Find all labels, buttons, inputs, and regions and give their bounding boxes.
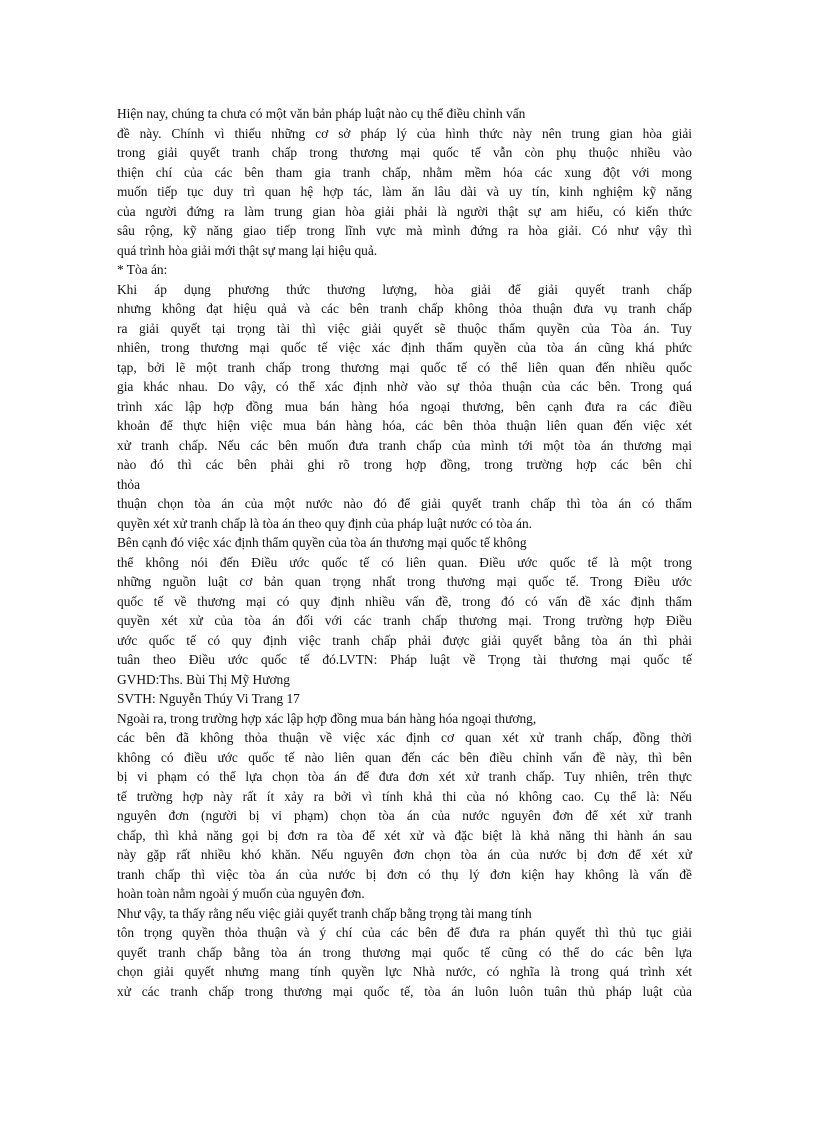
document-body <box>117 104 692 1001</box>
text-line: trình xác lập hợp đồng mua bán hàng hóa ngoại thương, bên cạnh đưa ra các điều <box>117 398 692 414</box>
text-line: Ngoài ra, trong trường hợp xác lập hợp đồng mua bán hàng hóa ngoại thương, <box>117 710 537 726</box>
text-line: quyền xét xử của tòa án đối với các tranh chấp thương mại. Trong trường hợp Điều <box>117 613 692 628</box>
text-line: những nguồn luật cơ bản quan trọng nhất trong thương mại quốc tế. Trong Điều ước <box>117 574 692 589</box>
text-line: bị vi phạm có thể lựa chọn tòa án để đưa đơn xét xử tranh chấp. Tuy nhiên, trên thực <box>117 769 692 784</box>
text-line: quá trình hòa giải mới thật sự mang lại hiệu quả. <box>117 242 378 258</box>
text-line: tế trường hợp này rất ít xảy ra bởi vì tính khả thi của nó không cao. Cụ thể là: Nếu <box>117 788 692 804</box>
text-line: ước quốc tế có quy định việc tranh chấp phải được giải quyết bằng tòa án thì phải <box>117 632 692 648</box>
text-line: nhiên, trong thương mại quốc tế việc xác định thẩm quyền của tòa án cũng khá phức <box>117 340 692 355</box>
text-line: Khi áp dụng phương thức thương lượng, hòa giải để giải quyết tranh chấp <box>117 281 692 297</box>
text-line: này gặp rất nhiều khó khăn. Nếu nguyên đơn chọn tòa án của nước bị đơn để xét xử <box>117 847 692 862</box>
text-line: GVHD:Ths. Bùi Thị Mỹ Hương <box>117 671 290 687</box>
text-line: gia khác nhau. Do vậy, có thể xác định nhờ vào sự thỏa thuận của các bên. Trong quá <box>117 379 692 394</box>
text-line: nhưng không đạt hiệu quả và các bên tranh chấp không thỏa thuận đưa vụ tranh chấp <box>117 301 692 316</box>
text-line: quyết tranh chấp bằng tòa án trong thương mại quốc tế cũng có thể do các bên lựa <box>117 944 692 960</box>
text-line: Bên cạnh đó việc xác định thẩm quyền của tòa án thương mại quốc tế không <box>117 535 527 550</box>
text-line: các bên đã không thỏa thuận về việc xác định cơ quan xét xử tranh chấp, đồng thời <box>117 730 692 745</box>
text-line: ra giải quyết tại trọng tài thì việc giải quyết sẽ thuộc thẩm quyền của Tòa án. Tuy <box>117 320 692 336</box>
text-line: nguyên đơn (người bị vi phạm) chọn tòa án của nước nguyên đơn để xét xử tranh <box>117 808 692 823</box>
text-line: * Tòa án: <box>117 262 168 277</box>
text-line: xử các tranh chấp trong thương mại quốc tế, tòa án luôn luôn tuân thủ pháp luật của <box>117 983 692 999</box>
text-line: trong giải quyết tranh chấp trong thương mại quốc tế vẫn còn phụ thuộc nhiều vào <box>117 145 692 160</box>
text-line: muốn tiếp tục duy trì quan hệ hợp tác, làm ăn lâu dài và uy tín, kinh nghiệm kỹ năng <box>117 184 692 199</box>
text-line: chấp, thì khả năng gọi bị đơn ra tòa để xét xử và đặc biệt là khả năng thi hành án sau <box>117 827 692 843</box>
text-line: xử tranh chấp. Nếu các bên muốn đưa tranh chấp của mình tới một tòa án thương mại <box>117 437 692 453</box>
text-line: quyền xét xử tranh chấp là tòa án theo quy định của pháp luật nước có tòa án. <box>117 515 532 531</box>
text-line: SVTH: Nguyễn Thúy Vi Trang 17 <box>117 691 300 706</box>
text-line: sâu rộng, kỹ năng giao tiếp trong lĩnh vực mà mình đứng ra hòa giải. Có như vậy thì <box>117 223 692 238</box>
text-line: thiện chí của các bên tham gia tranh chấp, nhằm mềm hóa các xung đột với mong <box>117 164 692 180</box>
text-line: tạp, bởi lẽ một tranh chấp trong thương mại quốc tế có thể liên quan đến nhiều quốc <box>117 359 692 375</box>
text-line: của người đứng ra làm trung gian hòa giải phải là người thật sự am hiểu, có kiến thức <box>117 203 692 219</box>
text-line: quốc tế về thương mại có quy định nhiều vấn đề, trong đó có vấn đề xác định thẩm <box>117 593 692 609</box>
text-line: chọn giải quyết nhưng mang tính quyền lực Nhà nước, có nghĩa là trong quá trình xét <box>117 964 692 979</box>
text-line: thuận chọn tòa án của một nước nào đó để giải quyết tranh chấp thì tòa án có thẩm <box>117 496 692 511</box>
text-line: Hiện nay, chúng ta chưa có một văn bản pháp luật nào cụ thể điều chỉnh vấn <box>117 106 526 121</box>
text-line: nào đó thì các bên phải ghi rõ trong hợp đồng, trong trường hợp các bên chỉ <box>117 457 692 472</box>
text-line: đề này. Chính vì thiếu những cơ sở pháp lý của hình thức này nên trung gian hòa giải <box>117 125 692 141</box>
text-line: tôn trọng quyền thỏa thuận và ý chí của các bên để đưa ra phán quyết thì thủ tục giải <box>117 925 692 940</box>
text-line: thỏa <box>117 476 141 492</box>
text-line: khoản để thực hiện việc mua bán hàng hóa, các bên thỏa thuận liên quan đến việc xét <box>117 418 692 433</box>
text-line: Như vậy, ta thấy rằng nếu việc giải quyết tranh chấp bằng trọng tài mang tính <box>117 905 532 921</box>
text-line: tuân theo Điều ước quốc tế đó.LVTN: Pháp luật về Trọng tài thương mại quốc tế <box>117 652 692 667</box>
text-line: không có điều ước quốc tế nào liên quan đến các bên điều chỉnh vấn đề này, thì bên <box>117 749 692 765</box>
text-line: thể không nói đến Điều ước quốc tế có liên quan. Điều ước quốc tế là một trong <box>117 554 692 570</box>
text-line: tranh chấp thì việc tòa án của nước bị đơn có thụ lý đơn kiện hay không là vấn đề <box>117 866 692 882</box>
text-line: hoàn toàn nằm ngoài ý muốn của nguyên đơn. <box>117 886 365 901</box>
